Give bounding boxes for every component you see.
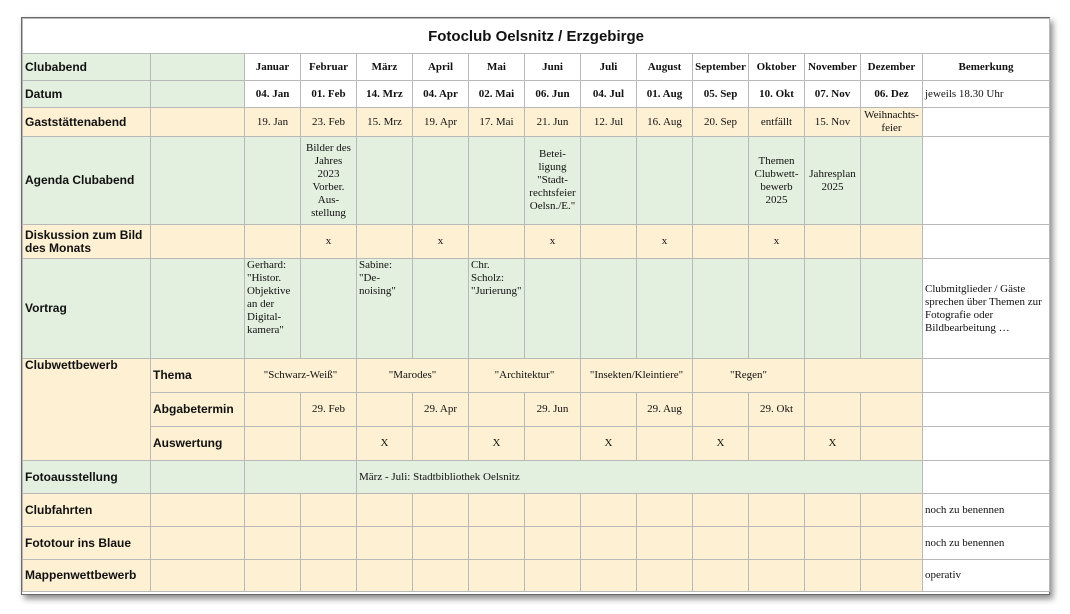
empty-cell	[245, 560, 301, 592]
month-header: Juli	[581, 54, 637, 81]
remark-cell: noch zu benennen	[923, 527, 1050, 560]
row-label: Diskussion zum Bild des Monats	[23, 225, 151, 259]
empty-cell	[637, 560, 693, 592]
clubwettbewerb-cell: 29. Aug	[637, 393, 693, 427]
empty-cell	[861, 494, 923, 527]
empty-cell	[693, 527, 749, 560]
clubwettbewerb-cell	[637, 427, 693, 461]
remarks-header: Bemerkung	[923, 54, 1050, 81]
empty-cell	[413, 527, 469, 560]
gaststaette-cell: 17. Mai	[469, 108, 525, 137]
row-label: Vortrag	[23, 259, 151, 359]
sub-label: Thema	[151, 359, 245, 393]
clubwettbewerb-cell	[525, 427, 581, 461]
row-label: Datum	[23, 81, 151, 108]
empty-cell	[469, 527, 525, 560]
gaststaette-cell: 16. Aug	[637, 108, 693, 137]
datum-cell: 05. Sep	[693, 81, 749, 108]
remark-cell	[923, 137, 1050, 225]
diskussion-cell: x	[637, 225, 693, 259]
spacer-cell	[151, 137, 245, 225]
empty-cell	[637, 494, 693, 527]
spacer-cell	[151, 259, 245, 359]
empty-cell	[357, 494, 413, 527]
remark-cell: noch zu benennen	[923, 494, 1050, 527]
diskussion-cell: x	[413, 225, 469, 259]
vortrag-cell	[749, 259, 805, 359]
row-diskussion	[23, 225, 1050, 259]
row-agenda	[23, 137, 1050, 225]
agenda-cell	[693, 137, 749, 225]
agenda-cell	[245, 137, 301, 225]
clubwettbewerb-cell	[805, 393, 861, 427]
row-clubwettbewerb-abgabe	[23, 393, 1050, 427]
row-label: Clubfahrten	[23, 494, 151, 527]
theme-cell: "Insekten/Kleintiere"	[581, 359, 693, 393]
row-datum	[23, 81, 1050, 108]
vortrag-cell	[525, 259, 581, 359]
row-fotoausstellung	[23, 461, 1050, 494]
empty-cell	[805, 560, 861, 592]
datum-cell: 04. Jan	[245, 81, 301, 108]
gaststaette-cell: 12. Jul	[581, 108, 637, 137]
datum-cell: 10. Okt	[749, 81, 805, 108]
datum-cell: 01. Feb	[301, 81, 357, 108]
clubwettbewerb-cell	[245, 393, 301, 427]
theme-cell: "Schwarz-Weiß"	[245, 359, 357, 393]
datum-cell: 02. Mai	[469, 81, 525, 108]
datum-cell: 14. Mrz	[357, 81, 413, 108]
row-clubfahrten	[23, 494, 1050, 527]
diskussion-cell	[469, 225, 525, 259]
empty-cell	[357, 560, 413, 592]
empty-cell	[245, 494, 301, 527]
row-vortrag	[23, 259, 1050, 359]
vortrag-cell: Gerhard: "Histor. Objektive an der Digital-kamera"	[245, 259, 301, 359]
diskussion-cell	[693, 225, 749, 259]
month-header: November	[805, 54, 861, 81]
clubwettbewerb-cell: X	[693, 427, 749, 461]
agenda-cell	[861, 137, 923, 225]
empty-cell	[861, 527, 923, 560]
vortrag-cell	[693, 259, 749, 359]
diskussion-cell	[357, 225, 413, 259]
vortrag-cell	[301, 259, 357, 359]
empty-cell	[693, 494, 749, 527]
empty-cell	[581, 527, 637, 560]
empty-cell	[805, 359, 923, 393]
spacer-cell	[151, 54, 245, 81]
spacer-cell	[151, 225, 245, 259]
gaststaette-cell: 19. Jan	[245, 108, 301, 137]
empty-cell	[525, 527, 581, 560]
clubwettbewerb-cell	[861, 393, 923, 427]
row-label: Agenda Clubabend	[23, 137, 151, 225]
empty-cell	[805, 527, 861, 560]
empty-cell	[301, 494, 357, 527]
sub-label: Abgabetermin	[151, 393, 245, 427]
theme-cell: "Marodes"	[357, 359, 469, 393]
month-header: Februar	[301, 54, 357, 81]
empty-cell	[469, 560, 525, 592]
gaststaette-cell: 15. Mrz	[357, 108, 413, 137]
empty-cell	[301, 560, 357, 592]
vortrag-cell	[413, 259, 469, 359]
empty-cell	[413, 560, 469, 592]
vortrag-cell	[861, 259, 923, 359]
empty-cell	[749, 560, 805, 592]
vortrag-cell: Sabine: "De-noising"	[357, 259, 413, 359]
theme-cell: "Architektur"	[469, 359, 581, 393]
clubwettbewerb-cell	[245, 427, 301, 461]
clubwettbewerb-cell	[357, 393, 413, 427]
empty-cell	[637, 527, 693, 560]
clubwettbewerb-cell	[749, 427, 805, 461]
spacer-cell	[151, 81, 245, 108]
month-header: Dezember	[861, 54, 923, 81]
spacer-cell	[151, 494, 245, 527]
spacer-cell	[151, 527, 245, 560]
clubwettbewerb-cell	[693, 393, 749, 427]
empty-cell	[861, 560, 923, 592]
agenda-cell: Betei-ligung "Stadt-rechtsfeier Oelsn./E."	[525, 137, 581, 225]
clubwettbewerb-cell: 29. Feb	[301, 393, 357, 427]
month-header: August	[637, 54, 693, 81]
row-label: Mappenwettbewerb	[23, 560, 151, 592]
empty-cell	[805, 494, 861, 527]
agenda-cell: Themen Clubwett-bewerb 2025	[749, 137, 805, 225]
empty-cell	[581, 494, 637, 527]
empty-cell	[357, 527, 413, 560]
clubwettbewerb-cell	[301, 427, 357, 461]
empty-cell	[749, 494, 805, 527]
datum-cell: 06. Jun	[525, 81, 581, 108]
datum-cell: 04. Apr	[413, 81, 469, 108]
datum-cell: 04. Jul	[581, 81, 637, 108]
clubwettbewerb-cell: X	[469, 427, 525, 461]
empty-cell	[301, 527, 357, 560]
row-mappen	[23, 560, 1050, 592]
month-header: Januar	[245, 54, 301, 81]
agenda-cell: Bilder des Jahres 2023 Vorber. Aus-stellung	[301, 137, 357, 225]
page-title: Fotoclub Oelsnitz / Erzgebirge	[23, 19, 1050, 54]
agenda-cell	[581, 137, 637, 225]
clubwettbewerb-cell: 29. Apr	[413, 393, 469, 427]
vortrag-cell: Chr. Scholz: "Jurierung"	[469, 259, 525, 359]
empty-cell	[245, 461, 357, 494]
gaststaette-cell: entfällt	[749, 108, 805, 137]
clubwettbewerb-cell: X	[357, 427, 413, 461]
clubwettbewerb-cell: 29. Jun	[525, 393, 581, 427]
clubwettbewerb-cell: 29. Okt	[749, 393, 805, 427]
row-label: Fotoausstellung	[23, 461, 151, 494]
sub-label: Auswertung	[151, 427, 245, 461]
remark-cell	[923, 427, 1050, 461]
exhibition-cell: März - Juli: Stadtbibliothek Oelsnitz	[357, 461, 923, 494]
datum-cell: 01. Aug	[637, 81, 693, 108]
remark-cell	[923, 108, 1050, 137]
empty-cell	[469, 494, 525, 527]
theme-cell: "Regen"	[693, 359, 805, 393]
agenda-cell	[413, 137, 469, 225]
diskussion-cell	[805, 225, 861, 259]
remark-cell	[923, 393, 1050, 427]
month-header: Mai	[469, 54, 525, 81]
row-label: Clubabend	[23, 54, 151, 81]
remark-cell	[923, 225, 1050, 259]
empty-cell	[693, 560, 749, 592]
agenda-cell	[357, 137, 413, 225]
clubwettbewerb-cell	[469, 393, 525, 427]
month-header: April	[413, 54, 469, 81]
clubwettbewerb-cell	[581, 393, 637, 427]
month-header: Oktober	[749, 54, 805, 81]
diskussion-cell: x	[301, 225, 357, 259]
row-label: Clubwettbewerb	[23, 359, 151, 461]
empty-cell	[245, 527, 301, 560]
diskussion-cell: x	[525, 225, 581, 259]
month-header: Juni	[525, 54, 581, 81]
agenda-cell: Jahresplan 2025	[805, 137, 861, 225]
agenda-cell	[469, 137, 525, 225]
month-header: März	[357, 54, 413, 81]
spacer-cell	[151, 560, 245, 592]
remark-cell	[923, 359, 1050, 393]
row-label: Fototour ins Blaue	[23, 527, 151, 560]
diskussion-cell	[245, 225, 301, 259]
month-header: September	[693, 54, 749, 81]
diskussion-cell	[581, 225, 637, 259]
row-label: Gaststättenabend	[23, 108, 151, 137]
datum-cell: 06. Dez	[861, 81, 923, 108]
empty-cell	[413, 494, 469, 527]
vortrag-cell	[581, 259, 637, 359]
empty-cell	[525, 560, 581, 592]
row-fototour	[23, 527, 1050, 560]
diskussion-cell	[861, 225, 923, 259]
gaststaette-cell: 15. Nov	[805, 108, 861, 137]
gaststaette-cell: 19. Apr	[413, 108, 469, 137]
datum-cell: 07. Nov	[805, 81, 861, 108]
remark-cell: jeweils 18.30 Uhr	[923, 81, 1050, 108]
schedule-table	[22, 18, 1050, 592]
diskussion-cell: x	[749, 225, 805, 259]
spacer-cell	[151, 461, 245, 494]
row-clubabend	[23, 54, 1050, 81]
gaststaette-cell: 20. Sep	[693, 108, 749, 137]
row-gaststaette	[23, 108, 1050, 137]
agenda-cell	[637, 137, 693, 225]
clubwettbewerb-cell: X	[805, 427, 861, 461]
remark-cell	[923, 461, 1050, 494]
gaststaette-cell: 21. Jun	[525, 108, 581, 137]
vortrag-cell	[805, 259, 861, 359]
remark-cell: Clubmitglieder / Gäste sprechen über Themen zur Fotografie oder Bildbearbeitung …	[923, 259, 1050, 359]
gaststaette-cell: 23. Feb	[301, 108, 357, 137]
empty-cell	[525, 494, 581, 527]
remark-cell: operativ	[923, 560, 1050, 592]
vortrag-cell	[637, 259, 693, 359]
gaststaette-cell: Weihnachts-feier	[861, 108, 923, 137]
spacer-cell	[151, 108, 245, 137]
row-clubwettbewerb-auswertung	[23, 427, 1050, 461]
empty-cell	[749, 527, 805, 560]
empty-cell	[581, 560, 637, 592]
clubwettbewerb-cell	[413, 427, 469, 461]
row-clubwettbewerb-thema	[23, 359, 1050, 393]
clubwettbewerb-cell: X	[581, 427, 637, 461]
clubwettbewerb-cell	[861, 427, 923, 461]
schedule-sheet	[21, 17, 1050, 595]
